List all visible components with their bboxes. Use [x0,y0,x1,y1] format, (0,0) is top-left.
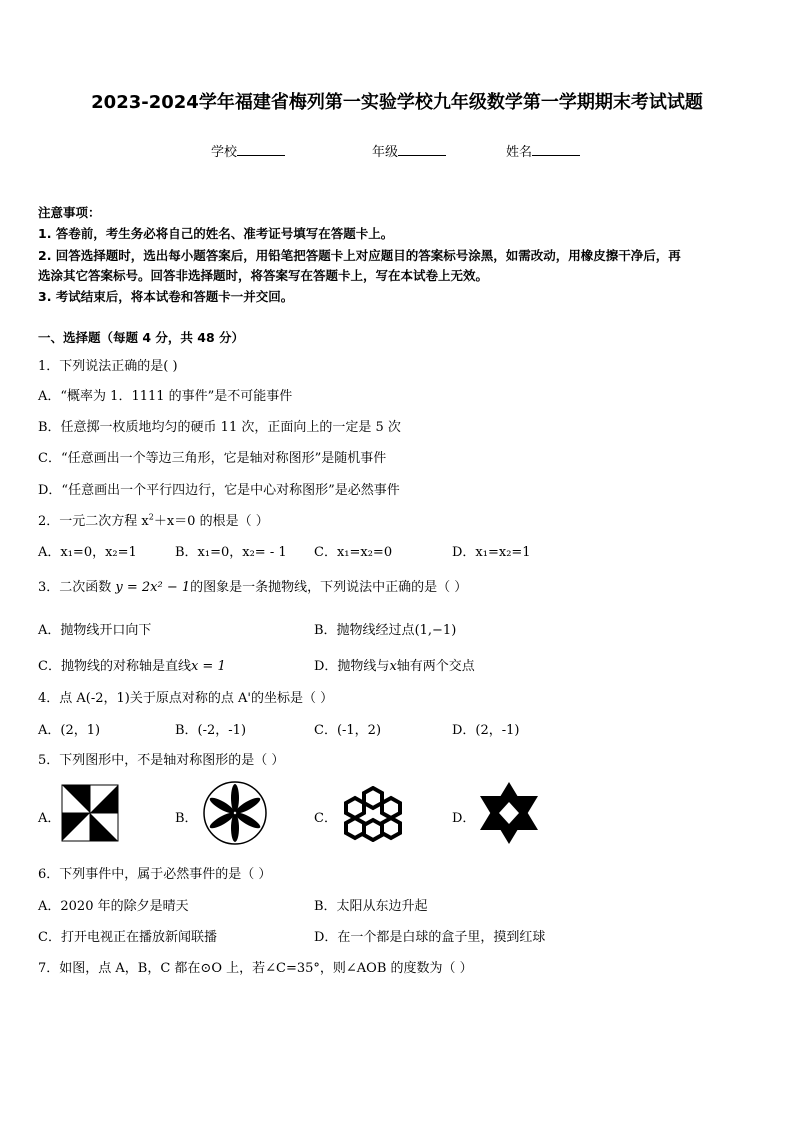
hexagon [364,820,382,840]
pinwheel-blade-4 [62,813,90,841]
notice-item-1: 1. 答卷前，考生务必将自己的姓名、准考证号填写在答题卡上。 [38,226,394,241]
q3-stem [38,576,467,595]
notice-item-2: 2. 回答选择题时，选出每小题答案后，用铅笔把答题卡上对应题目的答案标号涂黑，如需改动，用橡皮擦干净后，再 [38,248,681,263]
pinwheel-blade-2 [90,785,118,813]
name-label: 姓名 [506,145,533,160]
q2-option-c: C．x₁=x₂=0 [314,545,393,560]
q3-function: y = 2x² − 1 [115,580,191,595]
q1-option-d: D．“任意画出一个平行四边行，它是中心对称图形”是必然事件 [38,483,400,498]
q3-option-c [38,655,226,674]
q2-stem-pre: 2．一元二次方程 x [38,514,149,529]
pinwheel-blade-1 [62,785,90,813]
petal [231,814,239,842]
hexagon [382,818,400,838]
flower-circle-figure [202,780,268,846]
hexagon [346,818,364,838]
q6-option-a: A．2020 年的除夕是晴天 [38,899,189,914]
q3-option-b-point: (1,−1) [414,623,457,638]
hexagon-ring [346,788,400,840]
hexagon [346,798,364,818]
q3-option-d-pre: D．抛物线与 [314,659,390,674]
section-heading: 一、选择题（每题 4 分，共 48 分） [38,330,245,345]
q3-option-d [314,655,475,674]
q4-option-b: B．(-2，-1) [175,723,247,738]
q4-option-a: A．(2，1) [38,723,101,738]
notice-item-2-cont: 选涂其它答案标号。回答非选择题时，将答案写在答题卡上，写在本试卷上无效。 [38,268,489,283]
q5-option-b-label: B． [175,811,198,826]
q3-option-d-post: 轴有两个交点 [396,659,475,674]
q6-option-b: B．太阳从东边升起 [314,899,428,914]
q5-option-a-label: A． [38,811,61,826]
q3-option-a: A．抛物线开口向下 [38,623,152,638]
pinwheel-blade-3 [90,813,118,841]
q2-option-b: B．x₁=0，x₂= - 1 [175,545,287,560]
school-field [211,141,285,160]
petal [231,784,239,812]
q3-stem-post: 的图象是一条抛物线，下列说法中正确的是（ ） [190,580,468,595]
q3-option-c-text: C．抛物线的对称轴是直线 [38,659,191,674]
hexagon [382,798,400,818]
q5-option-d-label: D． [452,811,476,826]
name-blank [532,143,580,156]
q6-option-d: D．在一个都是白球的盒子里，摸到红球 [314,930,546,945]
grade-label: 年级 [372,145,399,160]
hexagon-ring-figure [340,786,406,842]
q1-option-b: B．任意掷一枚质地均匀的硬币 11 次，正面向上的一定是 5 次 [38,420,401,435]
q3-option-c-eq: x = 1 [190,659,226,674]
q2-option-d: D．x₁=x₂=1 [452,545,531,560]
q4-option-d: D．(2，-1) [452,723,520,738]
grade-field [372,141,446,160]
q6-stem: 6．下列事件中，属于必然事件的是（ ） [38,867,272,882]
q3-stem-pre: 3．二次函数 [38,580,116,595]
page-title: 2023-2024学年福建省梅列第一实验学校九年级数学第一学期期末考试试题 [91,92,703,113]
pinwheel-figure [60,783,120,843]
q2-stem-post: ＋x＝0 的根是（ ） [153,514,269,529]
q4-stem: 4．点 A(-2，1)关于原点对称的点 A'的坐标是（ ） [38,691,334,706]
q3-option-d-var: x [389,659,397,674]
q3-option-b-text: B．抛物线经过点 [314,623,415,638]
q1-option-a: A．“概率为 1．1111 的事件”是不可能事件 [38,389,293,404]
hexagon [364,788,382,808]
grade-blank [398,143,446,156]
q2-stem [38,510,269,529]
school-blank [237,143,285,156]
q6-option-c: C．打开电视正在播放新闻联播 [38,930,217,945]
q4-option-c: C．(-1，2) [314,723,382,738]
q3-option-b [314,619,456,638]
q2-option-a: A．x₁=0，x₂=1 [38,545,137,560]
star-of-david-figure [478,780,540,846]
name-field [506,141,580,160]
q5-stem: 5．下列图形中，不是轴对称图形的是（ ） [38,753,285,768]
q2-exponent: 2 [148,512,154,522]
q5-option-c-label: C． [314,811,337,826]
flower-petals [208,784,262,842]
q1-option-c: C．“任意画出一个等边三角形，它是轴对称图形”是随机事件 [38,451,387,466]
school-label: 学校 [211,145,238,160]
q1-stem: 1．下列说法正确的是( ) [38,359,178,374]
notice-heading: 注意事项： [38,205,101,220]
q7-stem: 7．如图，点 A，B，C 都在⊙O 上，若∠C=35°，则∠AOB 的度数为（ ） [38,961,473,976]
notice-item-3: 3. 考试结束后，将本试卷和答题卡一并交回。 [38,289,294,304]
